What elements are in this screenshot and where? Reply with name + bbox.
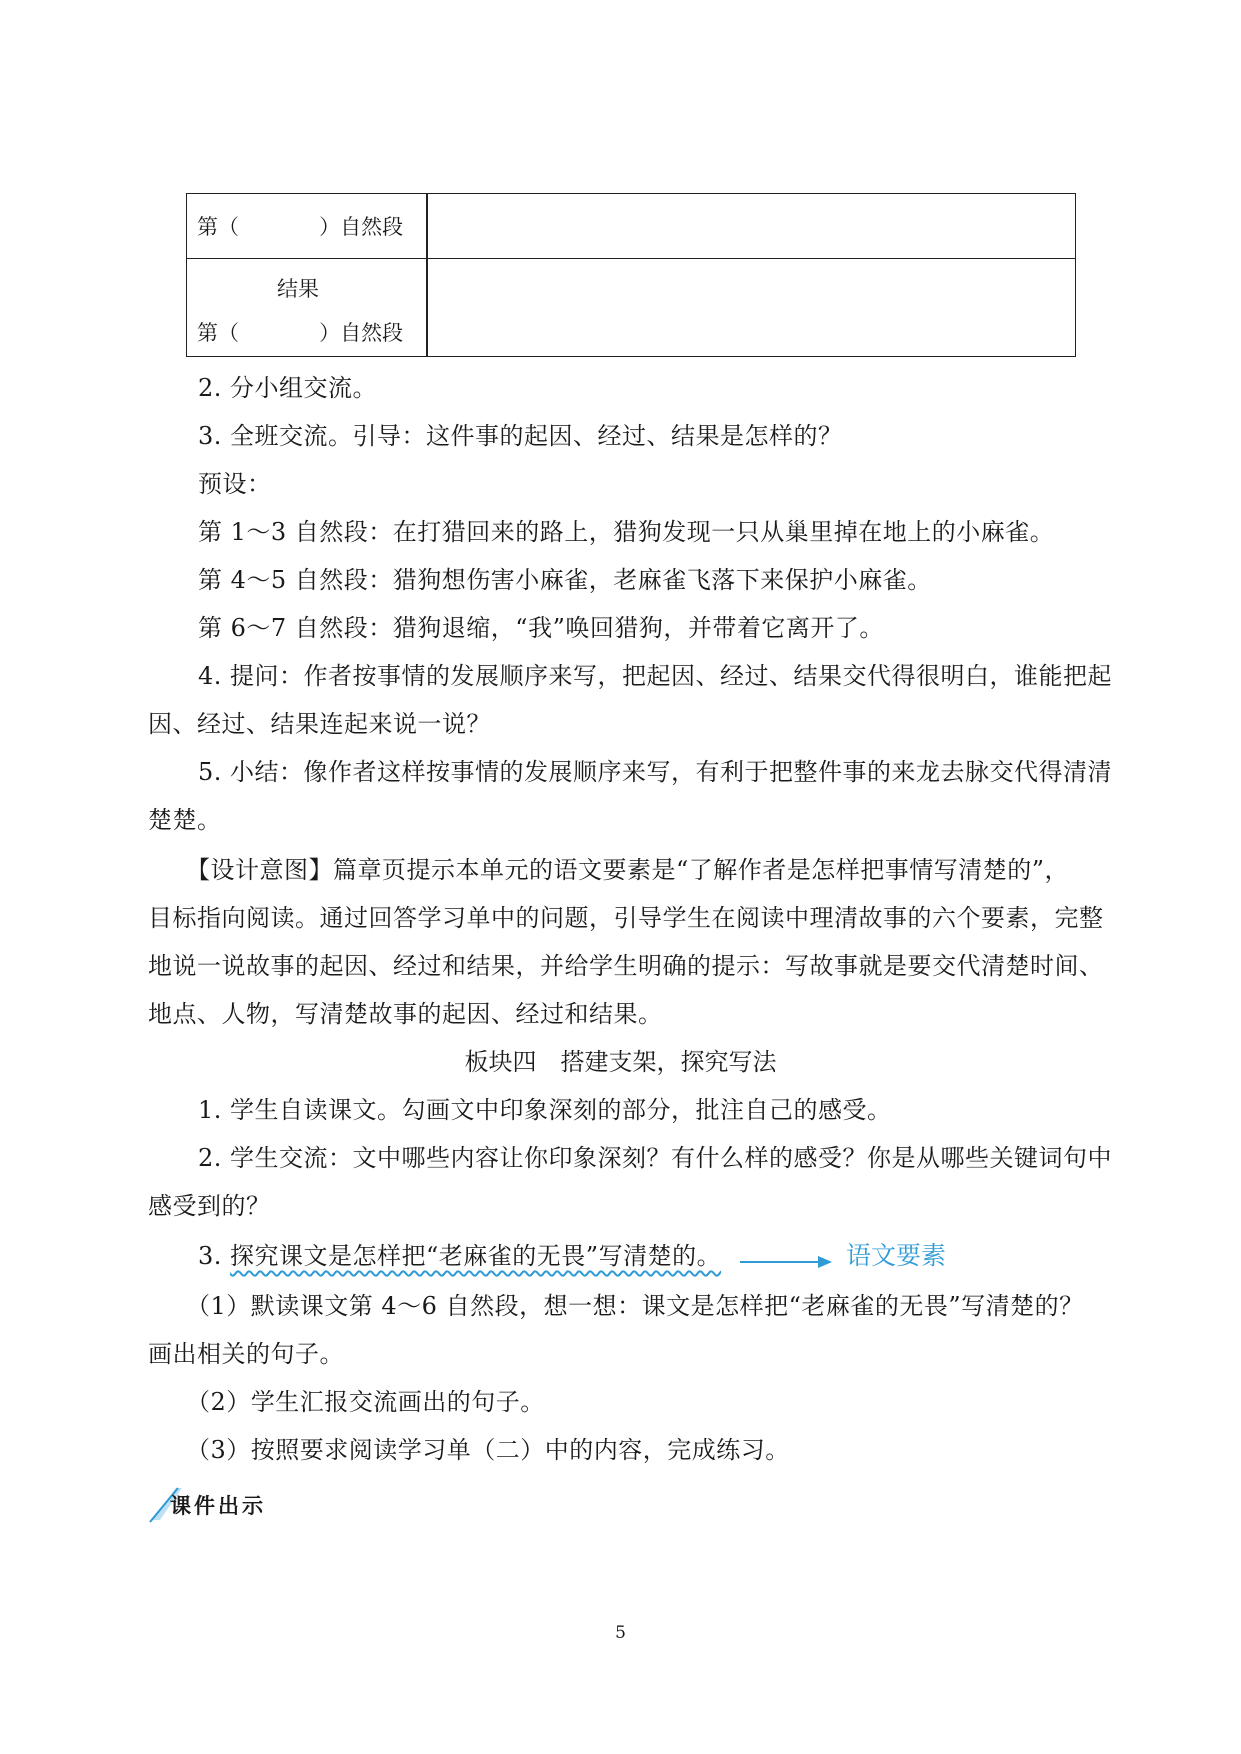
table-cell-result-label: 结果 — [277, 277, 319, 301]
paragraph: （2）学生汇报交流画出的句子。 — [186, 1388, 545, 1416]
paragraph: 1. 学生自读课文。勾画文中印象深刻的部分，批注自己的感受。 — [198, 1096, 892, 1124]
design-intent: 地说一说故事的起因、经过和结果，并给学生明确的提示：写故事就是要交代清楚时间、 — [148, 952, 1104, 980]
paragraph: 感受到的？ — [148, 1192, 271, 1220]
paragraph: 4. 提问：作者按事情的发展顺序来写，把起因、经过、结果交代得很明白，谁能把起 — [198, 662, 1113, 690]
paragraph: 预设： — [198, 470, 272, 498]
paragraph: 第 1～3 自然段：在打猎回来的路上，猎狗发现一只从巢里掉在地上的小麻雀。 — [198, 518, 1055, 546]
item-number: 3. — [198, 1242, 231, 1270]
paragraph: 2. 分小组交流。 — [198, 374, 378, 402]
paragraph: 3. 全班交流。引导：这件事的起因、经过、结果是怎样的？ — [198, 422, 843, 450]
wavy-underlined-text: 探究课文是怎样把“老麻雀的无畏”写清楚的。 — [230, 1242, 722, 1270]
table-cell-paragraph: 第（ ）自然段 — [197, 321, 404, 345]
page-number: 5 — [615, 1623, 626, 1643]
paragraph: 因、经过、结果连起来说一说？ — [148, 710, 491, 738]
story-structure-table — [186, 193, 1076, 357]
table-row — [187, 259, 1075, 356]
table-cell-paragraph: 第（ ）自然段 — [197, 215, 404, 239]
paragraph: 楚楚。 — [148, 806, 222, 834]
paragraph: 2. 学生交流：文中哪些内容让你印象深刻？有什么样的感受？你是从哪些关键词句中 — [198, 1144, 1113, 1172]
arrow-right-icon — [740, 1255, 832, 1269]
paragraph: 5. 小结：像作者这样按事情的发展顺序来写，有利于把整件事的来龙去脉交代得清清 — [198, 758, 1113, 786]
design-intent: 【设计意图】篇章页提示本单元的语文要素是“了解作者是怎样把事情写清楚的”， — [186, 856, 1070, 884]
annotation-tag: 语文要素 — [846, 1241, 947, 1270]
slide-label — [148, 1484, 288, 1524]
paragraph: 第 4～5 自然段：猎狗想伤害小麻雀，老麻雀飞落下来保护小麻雀。 — [198, 566, 932, 594]
paragraph: 第 6～7 自然段：猎狗退缩，“我”唤回猎狗，并带着它离开了。 — [198, 614, 884, 642]
design-intent: 目标指向阅读。通过回答学习单中的问题，引导学生在阅读中理清故事的六个要素，完整 — [148, 904, 1104, 932]
paragraph-highlighted — [198, 1236, 721, 1271]
paragraph: （3）按照要求阅读学习单（二）中的内容，完成练习。 — [186, 1436, 790, 1464]
section-title: 板块四 搭建支架，探究写法 — [464, 1048, 777, 1076]
paragraph: 画出相关的句子。 — [148, 1340, 344, 1368]
paragraph: （1）默读课文第 4～6 自然段，想一想：课文是怎样把“老麻雀的无畏”写清楚的？ — [186, 1292, 1084, 1320]
slide-label-text: 课件出示 — [170, 1493, 266, 1518]
design-intent: 地点、人物，写清楚故事的起因、经过和结果。 — [148, 1000, 663, 1028]
table-row — [187, 194, 1075, 259]
